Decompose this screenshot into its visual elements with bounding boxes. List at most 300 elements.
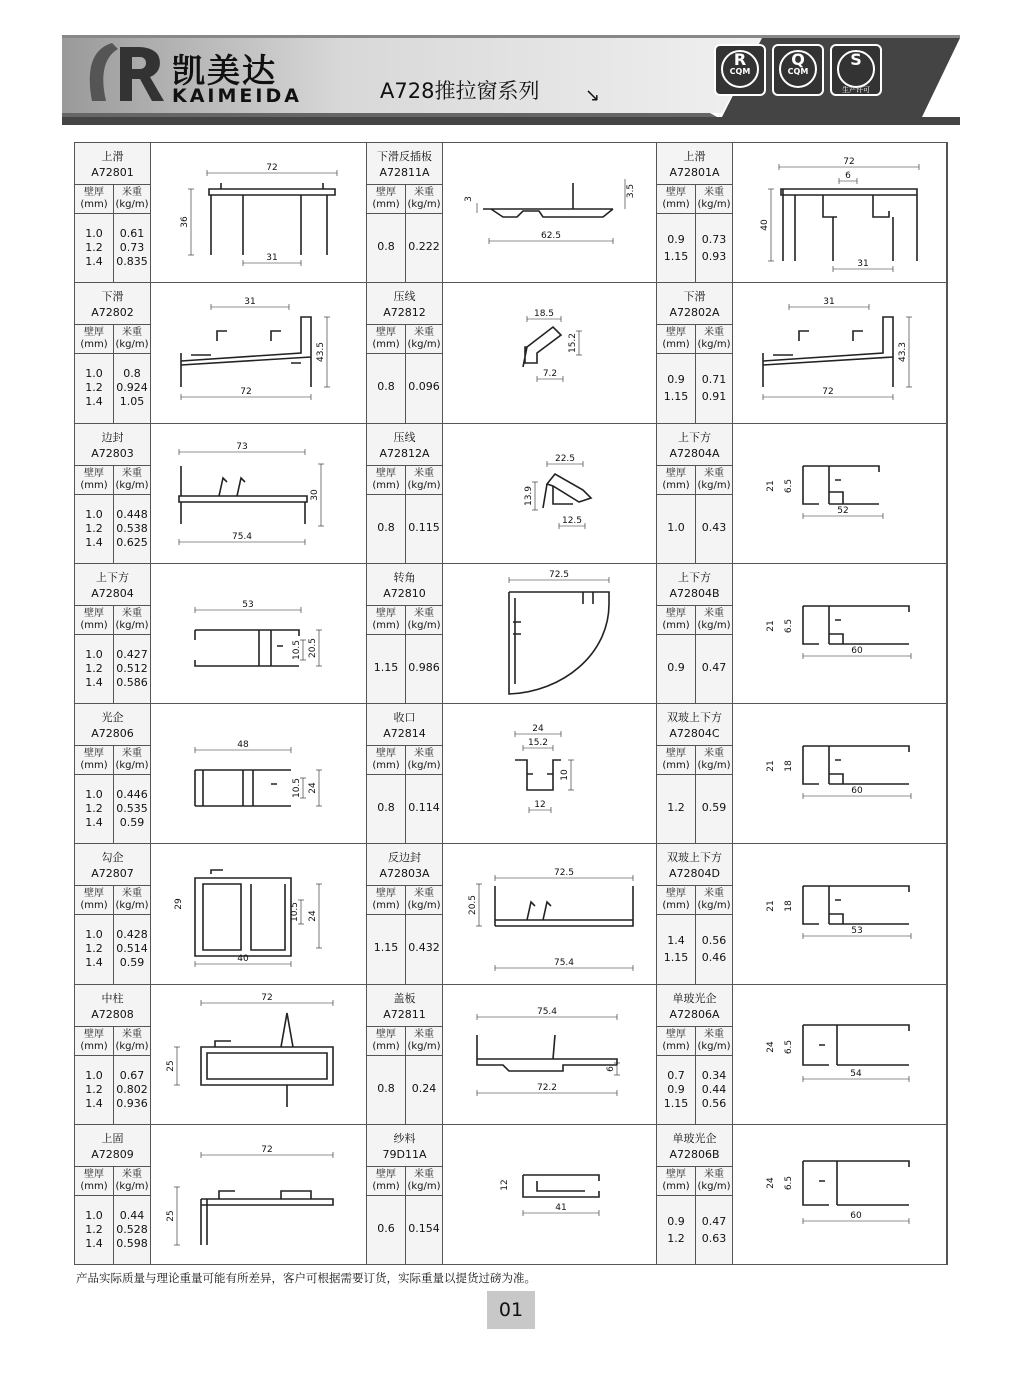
thickness-values [367,240,405,254]
thickness-value: 1.2 [85,521,103,535]
thickness-values [657,231,695,265]
dimension-label: 10.5 [292,777,302,799]
unit-weight-header: 米重 (kg/m) [115,888,149,912]
profile-code: A72806A [669,1007,720,1021]
dimension-label: 6.5 [784,618,794,633]
wall-thickness-header: 壁厚 (mm) [80,467,108,491]
weight-value: 0.24 [411,1081,437,1095]
unit-weight-header: 米重 (kg/m) [407,748,441,771]
weight-values [695,231,733,265]
profile-drawing-a72810 [443,564,657,704]
unit-weight-header: 米重 (kg/m) [115,1028,149,1052]
profile-info-79d11a [367,1125,443,1265]
profile-drawing-a72804 [151,564,367,704]
profile-name: 上下方 [678,430,711,444]
profile-drawing-a72801 [151,143,367,283]
unit-weight-header: 米重 (kg/m) [115,327,149,351]
unit-weight-header: 米重 (kg/m) [697,888,731,912]
thickness-value: 1.15 [373,660,399,674]
profile-code: A72804C [669,727,720,740]
weight-values [113,1209,151,1251]
thickness-values [75,227,113,269]
weight-value: 0.625 [116,535,148,549]
profile-name: 双玻上下方 [667,711,722,724]
weight-values [695,371,733,405]
dimension-label: 18 [784,900,794,912]
thickness-value: 1.0 [85,227,103,240]
thickness-values [657,1213,695,1247]
dimension-label: 60 [851,786,863,796]
thickness-value: 0.8 [377,801,395,814]
profile-info-a72802 [75,283,151,423]
wall-thickness-header: 壁厚 (mm) [372,1028,400,1052]
profile-code: A72801A [669,166,720,179]
thickness-value: 1.2 [85,942,103,956]
profile-drawing-79d11a [443,1125,657,1265]
unit-weight-header: 米重 (kg/m) [407,1028,441,1052]
thickness-value: 1.2 [85,1082,103,1096]
profile-info-a72808 [75,985,151,1125]
profile-code: A72806B [669,1147,720,1161]
thickness-value: 0.8 [377,520,395,534]
weight-value: 0.586 [116,675,148,689]
profile-drawing-a72806 [151,704,367,844]
wall-thickness-header: 壁厚 (mm) [662,607,690,631]
weight-values [695,661,733,675]
profile-drawing-a72808 [151,985,367,1125]
dimension-label: 72 [240,387,252,398]
thickness-value: 1.2 [85,241,103,254]
unit-weight-header: 米重 (kg/m) [407,1168,441,1192]
thickness-value: 1.2 [85,661,103,675]
unit-weight-header: 米重 (kg/m) [697,748,731,771]
wall-thickness-header: 壁厚 (mm) [662,888,690,912]
weight-value: 0.598 [116,1236,148,1250]
weight-value: 0.59 [119,816,145,829]
kaimeida-logo-icon [82,39,164,105]
dimension-label: 20.5 [308,637,318,658]
weight-value: 0.428 [116,928,148,942]
thickness-value: 0.8 [377,240,395,253]
unit-weight-header: 米重 (kg/m) [115,748,149,771]
unit-weight-header: 米重 (kg/m) [697,187,731,210]
weight-value: 0.44 [701,1082,727,1096]
profile-info-a72804c [657,704,733,844]
page-header [62,35,960,125]
profile-info-a72810 [367,564,443,704]
wall-thickness-header: 壁厚 (mm) [372,327,400,351]
weight-value: 0.67 [119,1068,145,1082]
weight-values [695,521,733,535]
thickness-value: 1.0 [85,1068,103,1082]
profile-name: 上下方 [96,570,129,584]
thickness-value: 0.8 [377,380,395,394]
weight-value: 0.59 [701,801,727,814]
weight-value: 0.8 [123,367,141,381]
dimension-label: 30 [310,488,320,501]
wall-thickness-header: 壁厚 (mm) [662,1168,690,1192]
weight-values [695,1069,733,1111]
weight-values [405,1082,443,1096]
weight-values [113,648,151,690]
dimension-label: 25 [166,1210,176,1222]
weight-value: 0.73 [119,241,145,254]
thickness-value: 1.15 [663,390,689,404]
page-number: 01 [487,1291,535,1329]
dimension-label: 72 [266,163,278,173]
thickness-value: 1.0 [85,507,103,521]
thickness-value: 1.0 [667,520,685,534]
dimension-label: 72.2 [536,1082,558,1093]
weight-value: 0.986 [408,660,440,674]
profile-name: 纱料 [393,1131,416,1145]
profile-info-a72811a [367,143,443,283]
profile-catalog-grid [74,142,948,1265]
weight-value: 0.93 [701,250,727,263]
dimension-label: 31 [244,297,256,308]
profile-code: A72804B [669,586,720,600]
thickness-value: 1.2 [85,381,103,395]
wall-thickness-header: 壁厚 (mm) [372,888,400,912]
weight-value: 0.56 [701,934,727,948]
profile-name: 双玻上下方 [667,851,722,865]
wall-thickness-header: 壁厚 (mm) [80,1028,108,1052]
profile-info-a72803 [75,424,151,564]
weight-value: 0.61 [119,227,145,240]
profile-drawing-a72811a [443,143,657,283]
dimension-label: 72 [261,992,273,1003]
profile-name: 上固 [101,1131,124,1145]
thickness-values [657,932,695,966]
thickness-value: 0.9 [667,1082,685,1096]
thickness-value: 0.6 [377,1221,395,1235]
thickness-values [75,788,113,830]
thickness-value: 1.4 [85,395,103,409]
profile-info-a72806 [75,704,151,844]
thickness-value: 0.9 [667,1214,685,1228]
dimension-label: 31 [266,253,278,263]
weight-value: 0.535 [116,802,148,815]
weight-value: 1.05 [119,395,145,409]
thickness-values [367,801,405,815]
dimension-label: 43.3 [898,342,908,363]
dimension-label: 52 [837,505,849,516]
profile-name: 反边封 [388,851,421,865]
weight-values [113,508,151,550]
weight-value: 0.73 [701,233,727,246]
thickness-value: 1.0 [85,1208,103,1222]
weight-value: 0.43 [701,520,727,534]
profile-info-a72812a [367,424,443,564]
unit-weight-header: 米重 (kg/m) [697,327,731,351]
weight-value: 0.802 [116,1082,148,1096]
profile-drawing-a72803 [151,424,367,564]
profile-code: 79D11A [382,1147,427,1161]
unit-weight-header: 米重 (kg/m) [697,1028,731,1052]
wall-thickness-header: 壁厚 (mm) [372,748,400,771]
weight-values [113,367,151,409]
dimension-label: 75.4 [536,1006,558,1017]
weight-value: 0.448 [116,507,148,521]
weight-values [113,788,151,830]
thickness-values [367,1082,405,1096]
profile-drawing-a72804b [733,564,947,704]
profile-code: A72804D [669,867,720,881]
weight-value: 0.432 [408,941,440,955]
profile-code: A72801 [91,166,134,179]
thickness-values [657,661,695,675]
brand-name-cn: 凯美达 [172,51,277,90]
wall-thickness-header: 壁厚 (mm) [80,187,108,210]
thickness-value: 1.4 [85,535,103,549]
profile-code: A72812A [379,446,430,460]
thickness-value: 1.15 [663,250,689,263]
thickness-values [657,1069,695,1111]
arrow-down-right-icon: ↘ [585,85,601,106]
thickness-value: 1.2 [85,802,103,815]
weight-values [405,1222,443,1236]
wall-thickness-header: 壁厚 (mm) [372,187,400,210]
wall-thickness-header: 壁厚 (mm) [662,748,690,771]
dimension-label: 6.5 [784,1175,794,1190]
profile-code: A72804A [669,446,720,460]
weight-value: 0.71 [701,373,727,387]
thickness-value: 1.4 [667,934,685,948]
profile-drawing-a72806a [733,985,947,1125]
profile-code: A72814 [383,727,426,740]
wall-thickness-header: 壁厚 (mm) [662,467,690,491]
wall-thickness-header: 壁厚 (mm) [372,467,400,491]
dimension-label: 21 [766,620,776,632]
weight-values [405,240,443,254]
dimension-label: 18.5 [533,309,555,320]
profile-info-a72803a [367,844,443,984]
profile-drawing-a72803a [443,844,657,984]
dimension-label: 60 [851,645,863,656]
dimension-label: 60 [850,1210,862,1221]
profile-info-a72811 [367,985,443,1125]
dimension-label: 13.9 [524,485,534,506]
dimension-label: 24 [766,1040,776,1053]
dimension-label: 40 [760,219,770,231]
dimension-label: 36 [180,216,190,228]
weight-values [695,801,733,815]
dimension-label: 6.5 [784,1039,794,1054]
thickness-value: 1.0 [85,928,103,942]
profile-code: A72804 [91,586,134,600]
thickness-value: 1.0 [85,647,103,661]
profile-code: A72803A [379,867,430,881]
dimension-label: 21 [766,760,776,772]
dimension-label: 40 [237,954,249,965]
weight-value: 0.835 [116,255,148,268]
weight-values [405,661,443,675]
profile-info-a72812 [367,283,443,423]
profile-name: 勾企 [101,851,124,865]
profile-info-a72814 [367,704,443,844]
unit-weight-header: 米重 (kg/m) [115,187,149,210]
dimension-label: 41 [555,1202,567,1213]
unit-weight-header: 米重 (kg/m) [407,327,441,351]
wall-thickness-header: 壁厚 (mm) [80,748,108,771]
weight-values [405,801,443,815]
profile-info-a72806a [657,985,733,1125]
thickness-value: 0.9 [667,233,685,246]
profile-info-a72802a [657,283,733,423]
profile-name: 压线 [393,290,416,304]
dimension-label: 10.5 [290,902,300,923]
dimension-label: 7.2 [542,369,558,380]
profile-name: 上滑 [683,150,706,163]
profile-code: A72812 [383,306,426,320]
thickness-values [75,1069,113,1111]
wall-thickness-header: 壁厚 (mm) [80,1168,108,1192]
profile-drawing-a72802 [151,283,367,423]
profile-code: A72802A [669,306,720,320]
profile-name: 单玻光企 [672,1131,717,1145]
thickness-value: 1.4 [85,956,103,970]
wall-thickness-header: 壁厚 (mm) [662,327,690,351]
wall-thickness-header: 壁厚 (mm) [80,888,108,912]
profile-name: 中柱 [101,991,124,1005]
weight-value: 0.47 [701,660,727,674]
dimension-label: 10 [560,769,570,781]
dimension-label: 25 [166,1059,176,1072]
profile-drawing-a72811 [443,985,657,1125]
weight-value: 0.114 [408,801,440,814]
profile-code: A72810 [383,586,426,600]
thickness-value: 1.0 [85,788,103,801]
weight-value: 0.222 [408,240,440,253]
thickness-values [367,941,405,955]
profile-drawing-a72801a [733,143,947,283]
dimension-label: 72.5 [553,868,575,879]
profile-drawing-a72804c [733,704,947,844]
weight-values [113,227,151,269]
dimension-label: 15.2 [527,738,549,748]
profile-name: 边封 [101,430,124,444]
thickness-values [75,508,113,550]
footnote: 产品实际质量与理论重量可能有所差异，客户可根据需要订货，实际重量以提货过磅为准。 [76,1271,536,1285]
dimension-label: 3.5 [626,183,636,199]
weight-value: 0.528 [116,1222,148,1236]
dimension-label: 24 [766,1177,776,1189]
dimension-label: 43.5 [316,342,326,363]
profile-name: 盖板 [393,991,416,1005]
dimension-label: 15.2 [568,333,578,354]
profile-info-a72801 [75,143,151,283]
dimension-label: 12 [500,1179,510,1191]
wall-thickness-header: 壁厚 (mm) [80,327,108,351]
profile-code: A72811A [379,166,430,179]
weight-value: 0.538 [116,521,148,535]
weight-values [405,521,443,535]
series-title: A728推拉窗系列 [380,79,540,103]
thickness-value: 1.2 [667,801,685,814]
wall-thickness-header: 壁厚 (mm) [80,607,108,631]
wall-thickness-header: 壁厚 (mm) [372,607,400,631]
weight-value: 0.34 [701,1068,727,1082]
thickness-value: 1.15 [373,941,399,955]
profile-code: A72809 [91,1147,134,1161]
thickness-value: 1.4 [85,1236,103,1250]
weight-values [113,1069,151,1111]
weight-value: 0.46 [701,951,727,965]
weight-value: 0.56 [701,1096,727,1110]
profile-name: 下滑 [683,290,706,304]
profile-info-a72807 [75,844,151,984]
unit-weight-header: 米重 (kg/m) [115,467,149,491]
profile-name: 单玻光企 [672,991,717,1005]
dimension-label: 48 [237,740,249,750]
unit-weight-header: 米重 (kg/m) [697,607,731,631]
dimension-label: 31 [857,259,869,269]
thickness-values [657,371,695,405]
dimension-label: 6 [845,171,851,181]
thickness-value: 1.4 [85,1096,103,1110]
dimension-label: 75.4 [231,531,253,542]
dimension-label: 72 [843,157,855,167]
weight-value: 0.44 [119,1208,145,1222]
profile-drawing-a72804d [733,844,947,984]
dimension-label: 31 [823,297,835,308]
dimension-label: 53 [851,926,863,937]
unit-weight-header: 米重 (kg/m) [115,607,149,631]
dimension-label: 21 [766,900,776,912]
thickness-value: 0.8 [377,1081,395,1095]
thickness-value: 1.0 [85,367,103,381]
dimension-label: 24 [308,782,318,794]
weight-value: 0.63 [701,1231,727,1245]
profile-name: 下滑 [101,290,124,304]
thickness-value: 1.2 [667,1231,685,1245]
unit-weight-header: 米重 (kg/m) [407,888,441,912]
profile-code: A72807 [91,867,134,881]
thickness-values [657,521,695,535]
profile-drawing-a72806b [733,1125,947,1265]
r-cqm-badge-icon: R CQM [714,44,766,96]
thickness-values [367,1222,405,1236]
wall-thickness-header: 壁厚 (mm) [662,1028,690,1052]
weight-values [695,932,733,966]
weight-values [113,928,151,970]
unit-weight-header: 米重 (kg/m) [697,467,731,491]
unit-weight-header: 米重 (kg/m) [407,467,441,491]
dimension-label: 72 [261,1144,273,1155]
thickness-values [657,801,695,815]
dimension-label: 53 [242,599,254,610]
qs-license-badge-icon: S 生产许可 [830,44,882,96]
wall-thickness-header: 壁厚 (mm) [372,1168,400,1192]
profile-drawing-a72814 [443,704,657,844]
thickness-values [367,380,405,394]
thickness-value: 0.9 [667,660,685,674]
profile-drawing-a72809 [151,1125,367,1265]
weight-value: 0.427 [116,647,148,661]
profile-info-a72806b [657,1125,733,1265]
profile-name: 下滑反插板 [377,150,432,163]
profile-drawing-a72802a [733,283,947,423]
wall-thickness-header: 壁厚 (mm) [662,187,690,210]
thickness-value: 1.4 [85,816,103,829]
weight-value: 0.47 [701,1214,727,1228]
dimension-label: 24 [532,724,544,734]
weight-values [405,380,443,394]
dimension-label: 22.5 [554,453,576,464]
profile-name: 压线 [393,430,416,444]
thickness-value: 1.15 [663,1096,689,1110]
weight-values [405,941,443,955]
